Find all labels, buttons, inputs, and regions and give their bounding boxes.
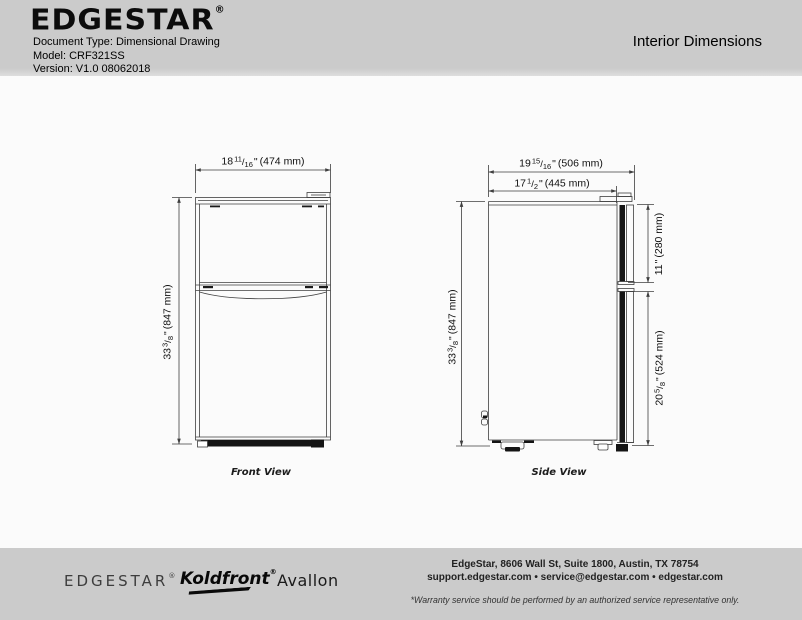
dim-fraction: $^3/_8$ <box>159 336 175 347</box>
dim-fraction: $^3/_8$ <box>444 341 460 352</box>
front-view-drawing <box>172 164 331 448</box>
dim-mm: (847 mm) <box>446 289 459 335</box>
dim-fraction: $^{15}/_{16}$ <box>531 156 552 171</box>
dim-whole: 11 <box>653 264 665 276</box>
document-version: Version: V1.0 08062018 <box>33 63 151 75</box>
dim-mm: (280 mm) <box>653 212 665 258</box>
side-height-dimension-label: $33^3/_8"(847$ mm) <box>444 289 460 365</box>
footer-contact-block <box>420 558 730 584</box>
side-view-label: Side View <box>531 467 587 478</box>
side-total-depth-dimension-label: $19^{15}/_{16}$" (506 mm) <box>519 156 603 171</box>
dim-mm: (445 mm) <box>544 177 590 190</box>
dim-mm: (474 mm) <box>259 155 305 168</box>
side-body-depth-dimension-label: $17^1/_2$" (445 mm) <box>514 176 590 191</box>
dim-fraction: $^{11}/_{16}$ <box>234 154 253 169</box>
dim-mm: (847 mm) <box>161 284 174 330</box>
dim-whole: 19 <box>519 157 531 170</box>
footer-avallon-logo: Avallon <box>277 571 339 590</box>
dim-whole: 33 <box>161 347 174 360</box>
dim-fraction: $^5/_8$ <box>651 382 667 393</box>
registered-mark-icon: ® <box>168 572 176 580</box>
side-freezer-door-dimension-label: 11"(280 mm) <box>653 212 665 276</box>
footer-koldfront-logo: Koldfront® <box>180 568 277 589</box>
registered-mark-icon: ® <box>214 4 225 16</box>
dim-fraction: $^1/_2$ <box>527 176 538 191</box>
front-height-dimension-label: $33^3/_8"(847$ mm) <box>159 284 175 360</box>
edgestar-logo-text: EDGESTAR <box>30 4 215 38</box>
dim-mm: (506 mm) <box>557 157 603 170</box>
dim-whole: 18 <box>221 155 234 168</box>
document-type: Document Type: Dimensional Drawing <box>33 36 220 48</box>
contact-links: support.edgestar.com • service@edgestar.com • edgestar.com <box>427 572 723 583</box>
footer-edgestar-logo: EDGESTAR® <box>64 572 176 590</box>
model-number: Model: CRF321SS <box>33 49 125 62</box>
front-view-label: Front View <box>231 467 291 478</box>
side-fridge-door-dimension-label: $20^5/_8"(524$ mm) <box>651 330 667 406</box>
dim-whole: 17 <box>514 177 527 190</box>
dim-whole: 20 <box>653 393 666 406</box>
front-width-dimension-label: $18^{11}/_{16}$" (474 mm) <box>221 154 305 169</box>
page-title: Interior Dimensions <box>632 33 762 50</box>
dim-whole: 33 <box>446 352 459 365</box>
warranty-note: *Warranty service should be performed by an authorized service representative only. <box>410 595 740 605</box>
registered-mark-icon: ® <box>269 568 277 576</box>
company-address: EdgeStar, 8606 Wall St, Suite 1800, Austin, TX 78754 <box>451 559 699 570</box>
side-view-drawing <box>456 165 654 452</box>
dim-mm: (524 mm) <box>653 330 666 376</box>
